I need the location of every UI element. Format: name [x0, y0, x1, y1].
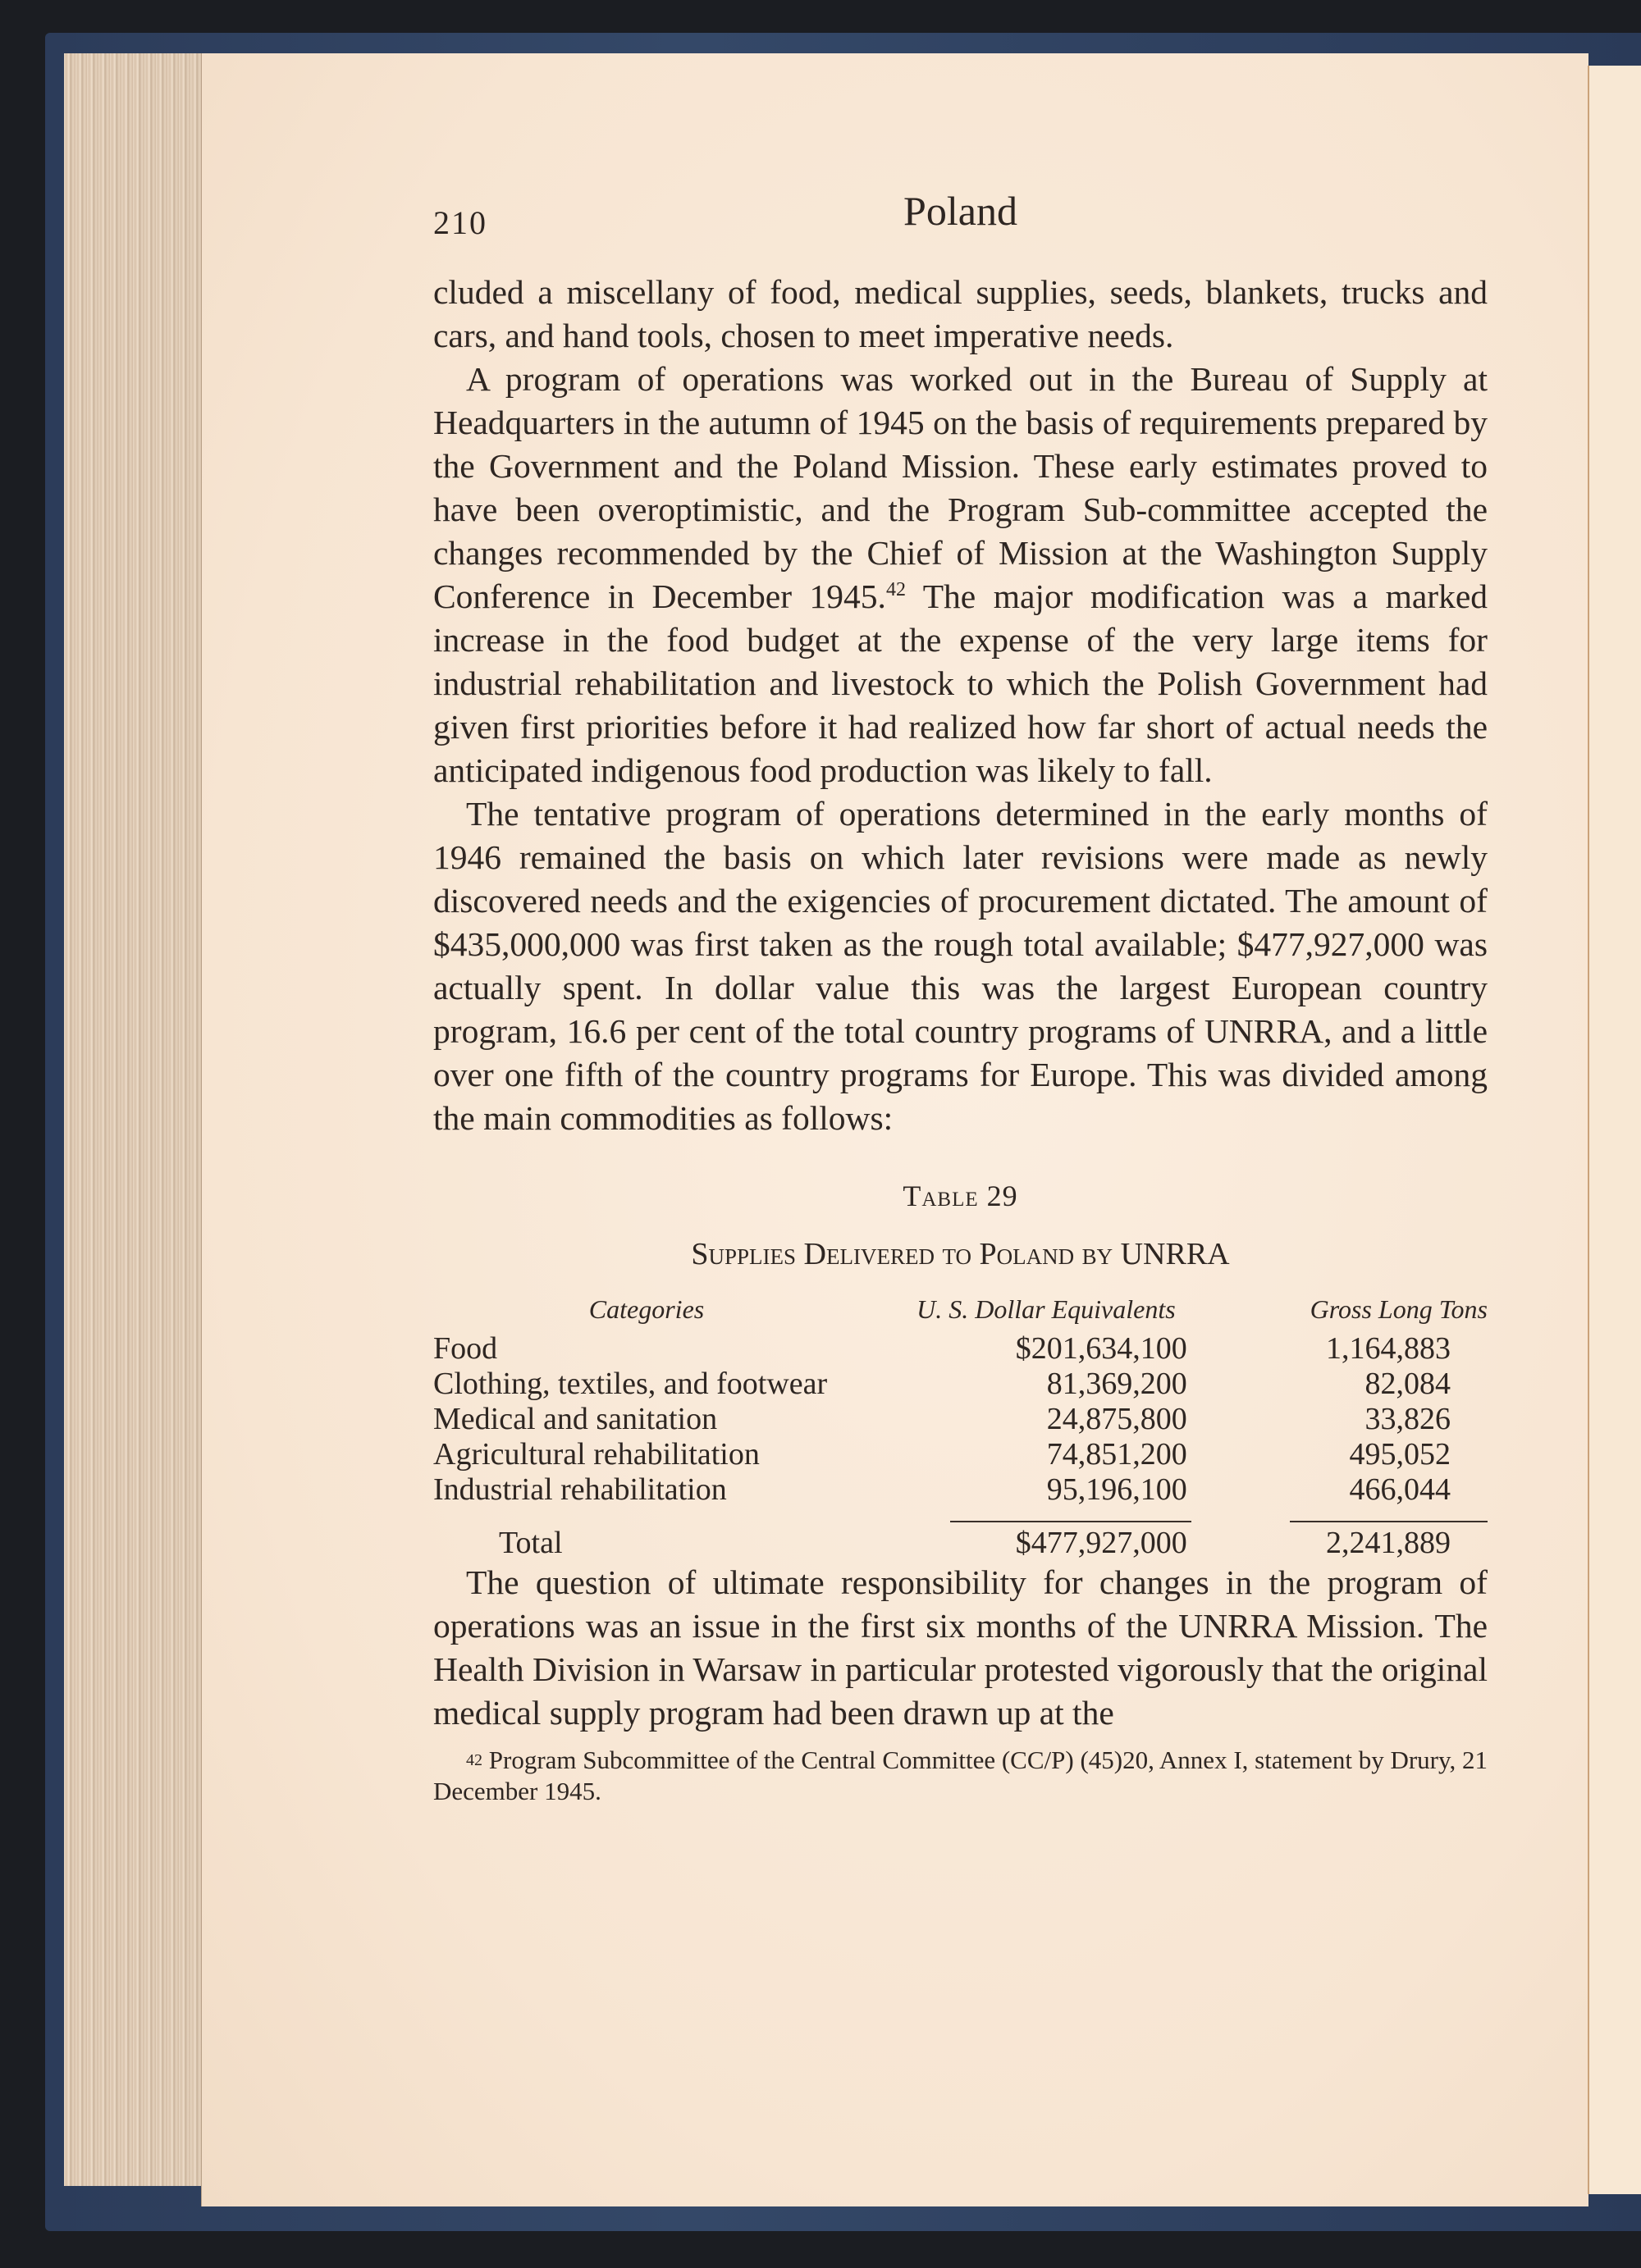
- table-row: [433, 1472, 1488, 1508]
- page-content: [433, 189, 1488, 1807]
- category-cell: Medical and sanitation: [433, 1402, 718, 1436]
- footnote-number: 42: [466, 1751, 482, 1769]
- table-row: [433, 1331, 1488, 1367]
- tons-total: 2,241,889: [1326, 1526, 1451, 1560]
- tons-cell: 82,084: [1364, 1367, 1451, 1401]
- paragraph: [433, 358, 1488, 792]
- table-row: [433, 1437, 1488, 1472]
- usd-total: $477,927,000: [1015, 1526, 1187, 1560]
- table-number: Table 29: [903, 1180, 1018, 1212]
- paragraph-text: The major modification was a marked increase in the food budget at the expense of the very large items for industrial rehabilitation and livestock to which the Polish Government had given first priorities before it had realized how far short of actual needs the anticipated indigenous food production was likely to fall.: [433, 577, 1488, 789]
- table-row: [433, 1402, 1488, 1437]
- usd-cell: $201,634,100: [1015, 1331, 1187, 1366]
- facing-page-edge: [1588, 66, 1641, 2194]
- usd-cell: 95,196,100: [1046, 1472, 1187, 1507]
- running-head: [433, 189, 1488, 246]
- category-cell: Industrial rehabilitation: [433, 1472, 727, 1507]
- usd-cell: 81,369,200: [1046, 1367, 1187, 1401]
- paragraph: The tentative program of operations determined in the early months of 1946 remained the basis on which later revisions were made as newly discovered needs and the exigencies of procurement dictated. The amount of $435,000,000 was first taken as the rough total available; $477,927,000 was actually spent. In dollar value this was the largest European country program, 16.6 per cent of the total country programs of UNRRA, and a little over one fifth of the country programs for Europe. This was divided among the main commodities as follows:: [433, 795, 1488, 1137]
- tons-cell: 1,164,883: [1326, 1331, 1451, 1366]
- category-cell: Clothing, textiles, and footwear: [433, 1367, 828, 1401]
- table-row: [433, 1367, 1488, 1402]
- usd-cell: 74,851,200: [1046, 1437, 1187, 1472]
- paragraph: cluded a miscellany of food, medical supplies, seeds, blankets, trucks and cars, and hand tools, chosen to meet imperative needs.: [433, 273, 1488, 354]
- column-header-categories: Categories: [588, 1294, 705, 1324]
- category-cell: Food: [433, 1331, 498, 1366]
- table-total-row: [433, 1522, 1488, 1561]
- footnote: [433, 1745, 1488, 1807]
- running-title: Poland: [903, 188, 1017, 234]
- tons-cell: 495,052: [1349, 1437, 1451, 1472]
- tons-cell: 33,826: [1364, 1402, 1451, 1436]
- page-number: 210: [433, 204, 487, 241]
- body-text: [433, 271, 1488, 1807]
- page-edges: [64, 53, 204, 2186]
- footnote-reference[interactable]: 42: [885, 579, 906, 601]
- total-rule-row: [433, 1508, 1488, 1522]
- column-header-tons: Gross Long Tons: [1310, 1294, 1488, 1324]
- table-header-row: [433, 1288, 1488, 1331]
- column-header-usd: U. S. Dollar Equivalents: [916, 1294, 1176, 1324]
- footnote-text: Program Subcommittee of the Central Committee (CC/P) (45)20, Annex I, statement by Drury, 21 December 1945.: [433, 1745, 1488, 1805]
- total-label: Total: [499, 1526, 563, 1560]
- tons-cell: 466,044: [1349, 1472, 1451, 1507]
- table-title: Supplies Delivered to Poland by UNRRA: [691, 1237, 1230, 1271]
- supplies-table: [433, 1288, 1488, 1561]
- category-cell: Agricultural rehabilitation: [433, 1437, 760, 1472]
- paragraph: The question of ultimate responsibility for changes in the program of operations was an issue in the first six months of the UNRRA Mission. The Health Division in Warsaw in particular protested vigorously that the original medical supply program had been drawn up at the: [433, 1563, 1488, 1732]
- paragraph-text: A program of operations was worked out in the Bureau of Supply at Headquarters in the autumn of 1945 on the basis of requirements prepared by the Government and the Poland Mission. These early estimates proved to have been overoptimistic, and the Program Sub-committee accepted the changes recommended by the Chief of Mission at the Washington Supply Conference in December 1945.: [433, 360, 1488, 615]
- usd-cell: 24,875,800: [1046, 1402, 1187, 1436]
